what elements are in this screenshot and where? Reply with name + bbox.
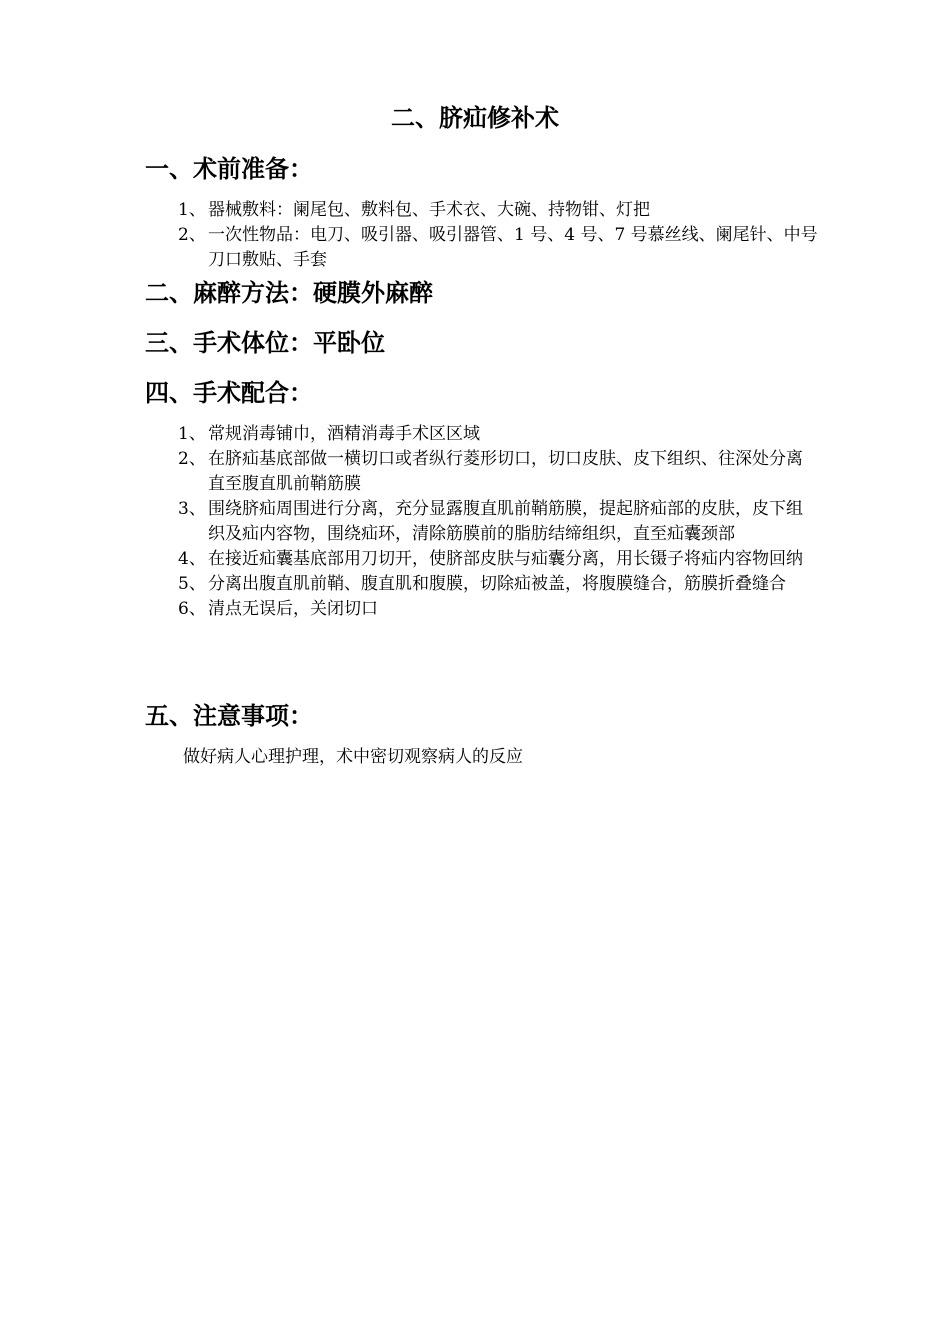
section-heading-prep: 一、术前准备： [145,154,313,183]
list-item-number: 6、 [178,599,206,619]
list-item-number: 2、 [178,225,206,245]
list-item [178,422,818,447]
section-heading-notes: 五、注意事项： [145,701,313,730]
list-item-number: 4、 [178,549,206,569]
list-item-number: 1、 [178,200,206,220]
list-item-text: 一次性物品：电刀、吸引器、吸引器管、1 号、4 号、7 号慕丝线、阑尾针、中号刀口敷贴、手套 [208,225,818,270]
section-heading-position: 三、手术体位：平卧位 [145,328,385,357]
notes-text: 做好病人心理护理，术中密切观察病人的反应 [183,747,523,767]
list-item [178,497,818,547]
list-item [178,447,818,497]
cooperation-list [178,422,818,622]
list-item-text: 清点无误后，关闭切口 [208,599,378,619]
list-item-text: 围绕脐疝周围进行分离，充分显露腹直肌前鞘筋膜，提起脐疝部的皮肤，皮下组织及疝内容物，围绕疝环，清除筋膜前的脂肪结缔组织，直至疝囊颈部 [208,499,803,544]
list-item-text: 在接近疝囊基底部用刀切开，使脐部皮肤与疝囊分离，用长镊子将疝内容物回纳 [208,549,803,569]
list-item-number: 5、 [178,574,206,594]
list-item-text: 分离出腹直肌前鞘、腹直肌和腹膜，切除疝被盖，将腹膜缝合，筋膜折叠缝合 [208,574,786,594]
list-item [178,198,818,223]
list-item-text: 在脐疝基底部做一横切口或者纵行菱形切口，切口皮肤、皮下组织、往深处分离直至腹直肌前鞘筋膜 [208,449,803,494]
section-heading-cooperation: 四、手术配合： [145,378,313,407]
list-item [178,597,818,622]
section-heading-anesthesia: 二、麻醉方法：硬膜外麻醉 [145,278,433,307]
prep-list [178,198,818,273]
list-item-number: 2、 [178,449,206,469]
list-item-text: 常规消毒铺巾，酒精消毒手术区区域 [208,424,480,444]
list-item-number: 1、 [178,424,206,444]
list-item-number: 3、 [178,499,206,519]
list-item [178,547,818,572]
list-item-text: 器械敷料：阑尾包、敷料包、手术衣、大碗、持物钳、灯把 [208,200,650,220]
document-title: 二、脐疝修补术 [391,103,559,132]
list-item [178,572,818,597]
list-item [178,223,818,273]
